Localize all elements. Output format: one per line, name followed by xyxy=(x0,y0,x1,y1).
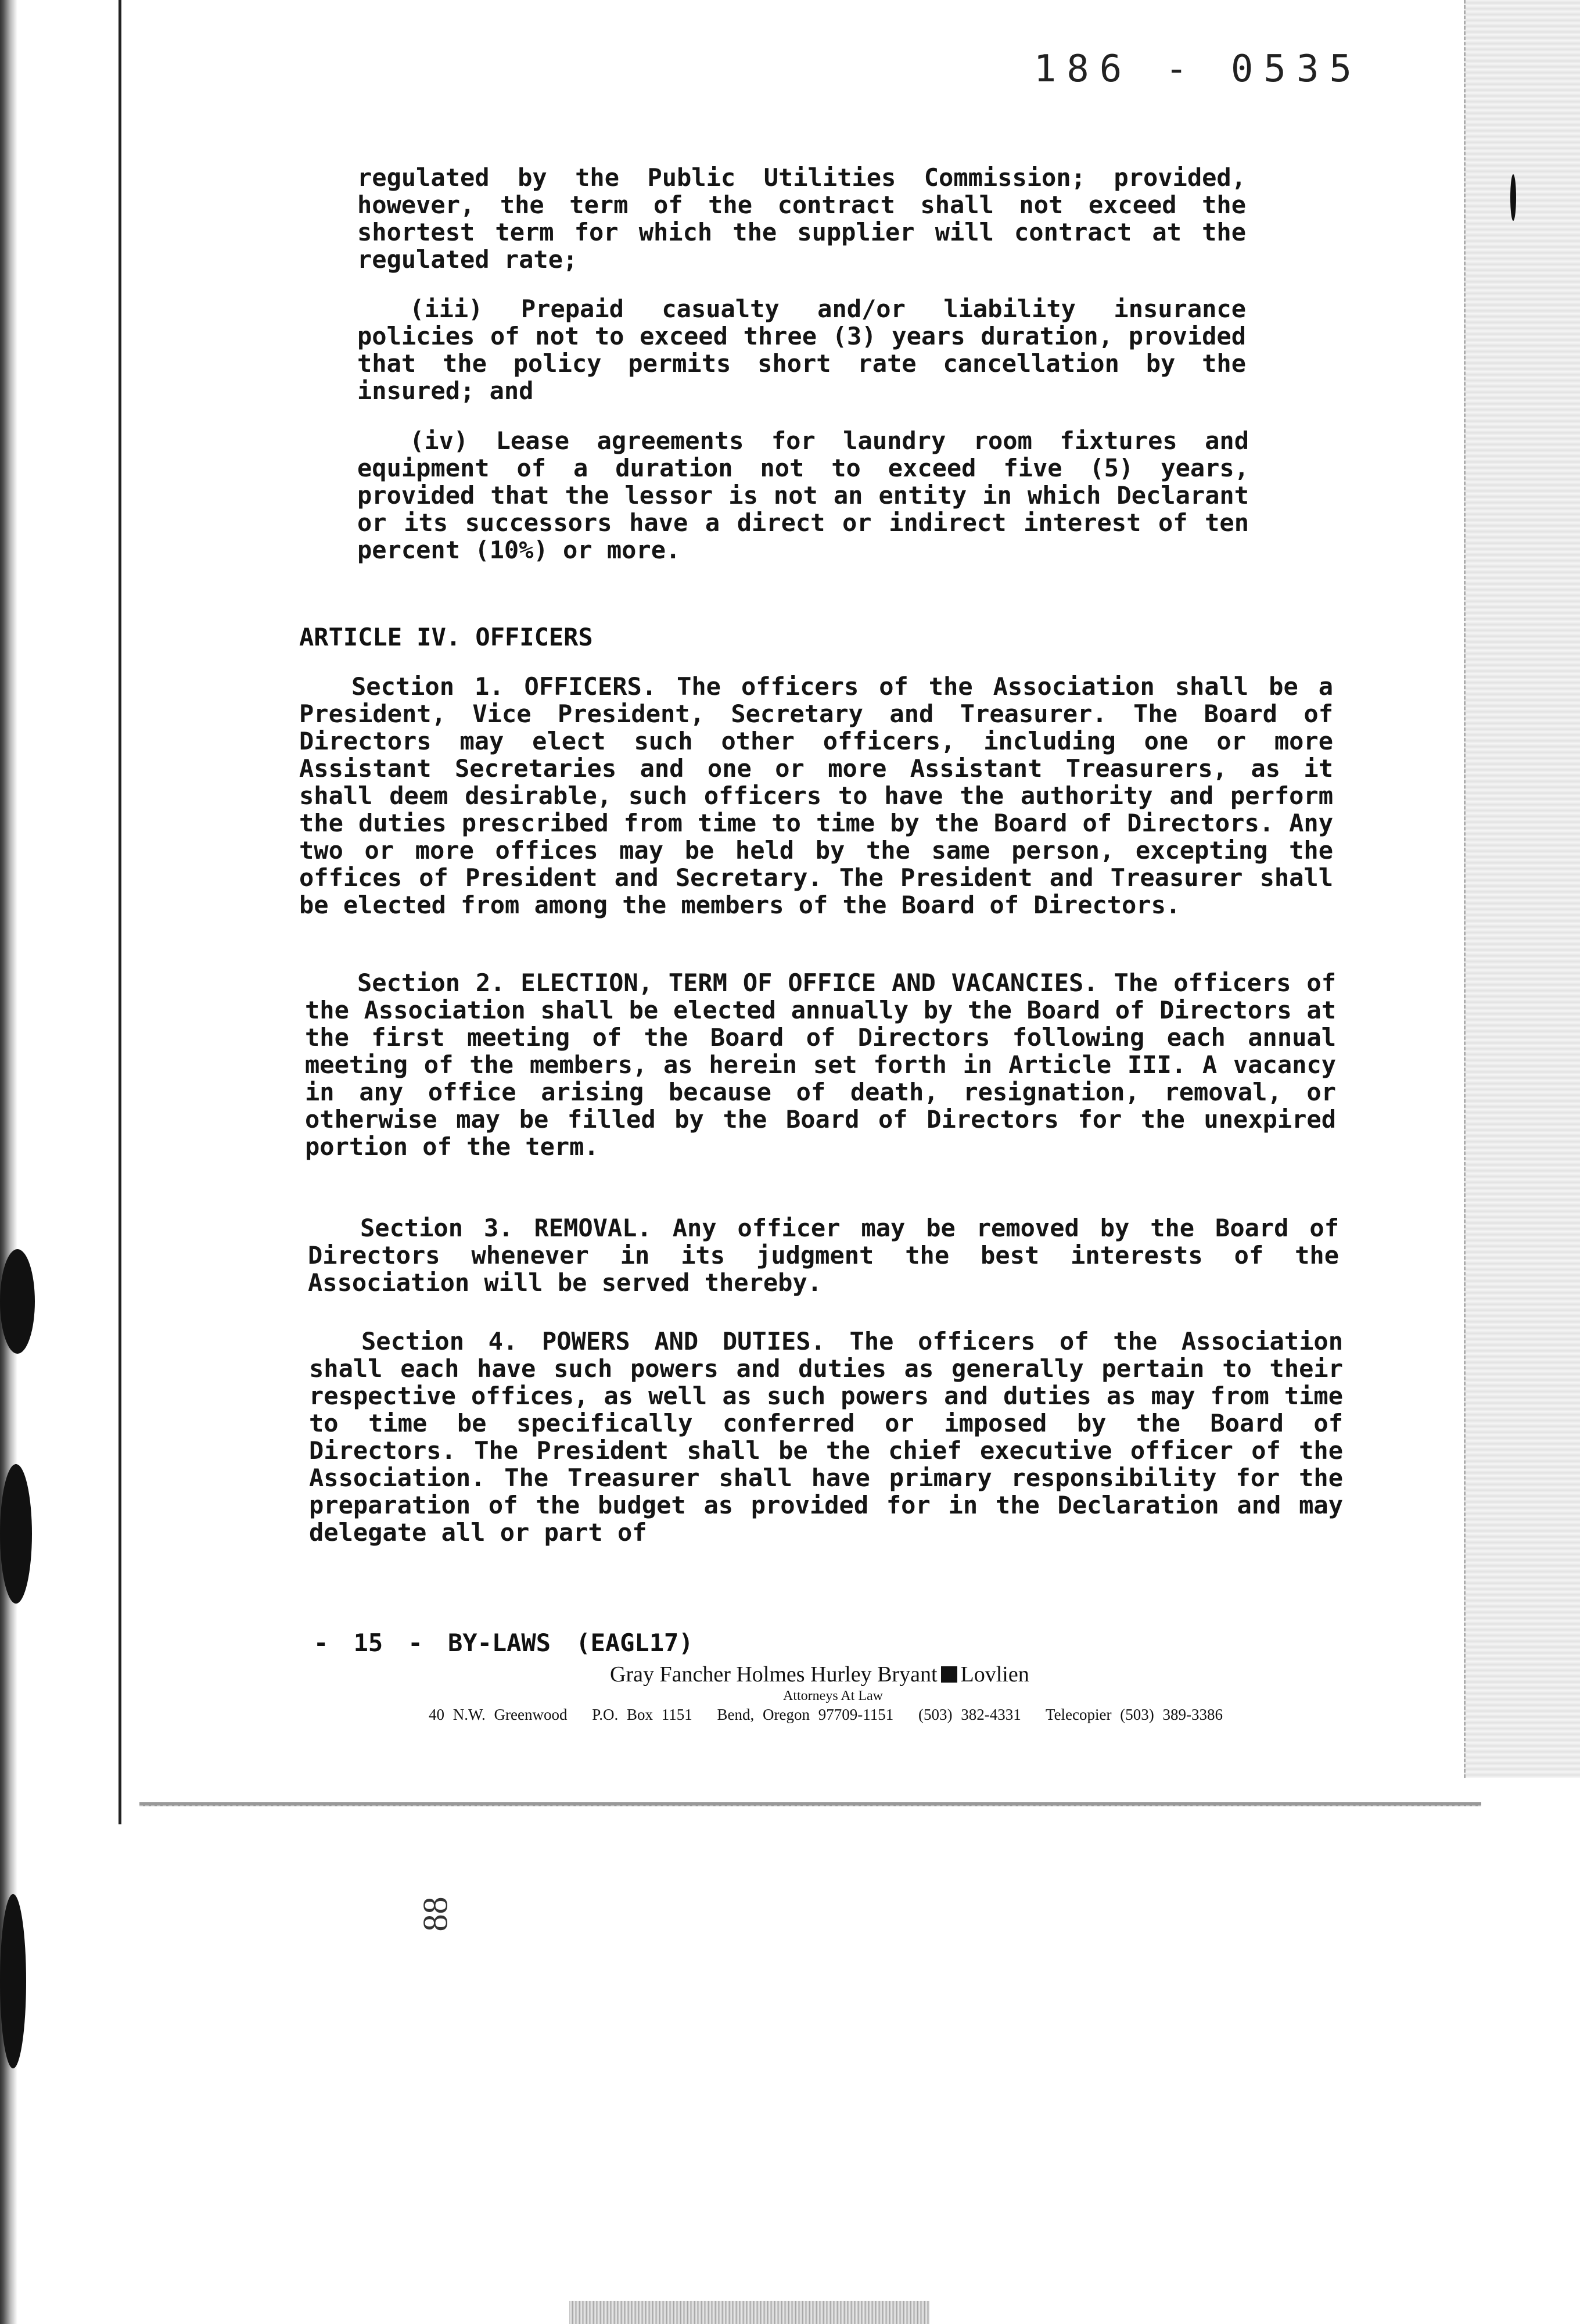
paragraph-regulated-rate: regulated by the Public Utilities Commission; provided, however, the term of the contract shall not exceed the shortest term for which the supplier will contract at the regulated rate; xyxy=(357,163,1246,274)
city-state-zip: Bend, Oregon 97709-1151 xyxy=(717,1706,894,1723)
scan-right-margin xyxy=(1464,0,1580,1778)
square-separator-icon xyxy=(941,1666,957,1683)
po-box: P.O. Box 1151 xyxy=(592,1706,692,1723)
ink-blot xyxy=(0,1249,35,1354)
scan-bottom-strip xyxy=(569,2301,929,2324)
article-heading: ARTICLE IV. OFFICERS xyxy=(299,623,593,651)
ink-blot xyxy=(1510,174,1516,221)
section-3-removal: Section 3. REMOVAL. Any officer may be removed by the Board of Directors whenever in its judgment the best interests of the Association will be served thereby. xyxy=(308,1214,1339,1297)
firm-address xyxy=(429,1706,1239,1724)
section-1-officers: Section 1. OFFICERS. The officers of the Association shall be a President, Vice President, Secretary and Treasurer. The Board of Directors may elect such other officers, including one or more Assistant Secretaries and one or more Assistant Treasurers, as it shall deem desirable, such officers to have the authority and perform the duties prescribed from time to time by the Board of Directors. Any two or more offices may be held by the same person, excepting the offices of President and Secretary. The President and Treasurer shall be elected from among the members of the Board of Directors. xyxy=(299,672,1333,919)
page-bottom-edge xyxy=(139,1802,1481,1806)
firm-name-right: Lovlien xyxy=(960,1662,1029,1687)
scan-edge-line xyxy=(119,0,121,1824)
fax-number: Telecopier (503) 389-3386 xyxy=(1045,1706,1223,1723)
footer-page-label: - 15 - BY-LAWS (EAGL17) xyxy=(314,1629,694,1657)
phone-number: (503) 382-4331 xyxy=(918,1706,1021,1723)
margin-mark: 88 xyxy=(416,1896,455,1932)
attorneys-at-law: Attorneys At Law xyxy=(783,1688,883,1703)
law-firm-name xyxy=(610,1662,1029,1687)
section-4-powers: Section 4. POWERS AND DUTIES. The officers of the Association shall each have such powers and duties as generally pertain to their respective offices, as well as such powers and duties as may from time to time be specifically conferred or imposed by the Board of Directors. The President shall be the chief executive officer of the Association. The Treasurer shall have primary responsibility for the preparation of the budget as provided for in the Declaration and may delegate all or part of xyxy=(309,1327,1343,1547)
paragraph-item-iii: (iii) Prepaid casualty and/or liability insurance policies of not to exceed three (3) years duration, provided that the policy permits short rate cancellation by the insured; and xyxy=(357,295,1246,405)
ink-blot xyxy=(0,1464,32,1604)
paragraph-item-iv: (iv) Lease agreements for laundry room fixtures and equipment of a duration not to exceed five (5) years, provided that the lessor is not an entity in which Declarant or its successors have a direct or indirect interest of ten percent (10%) or more. xyxy=(357,426,1249,564)
ink-blot xyxy=(0,1894,26,2068)
firm-name-left: Gray Fancher Holmes Hurley Bryant xyxy=(610,1662,938,1687)
street-address: 40 N.W. Greenwood xyxy=(429,1706,568,1723)
section-2-election: Section 2. ELECTION, TERM OF OFFICE AND VACANCIES. The officers of the Association shall be elected annually by the Board of Directors at the first meeting of the Board of Directors following each annual meeting of the members, as herein set forth in Article III. A vacancy in any office arising because of death, resignation, removal, or otherwise may be filled by the Board of Directors for the unexpired portion of the term. xyxy=(305,969,1336,1161)
page-number-stamp: 186 - 0535 xyxy=(1033,48,1362,91)
